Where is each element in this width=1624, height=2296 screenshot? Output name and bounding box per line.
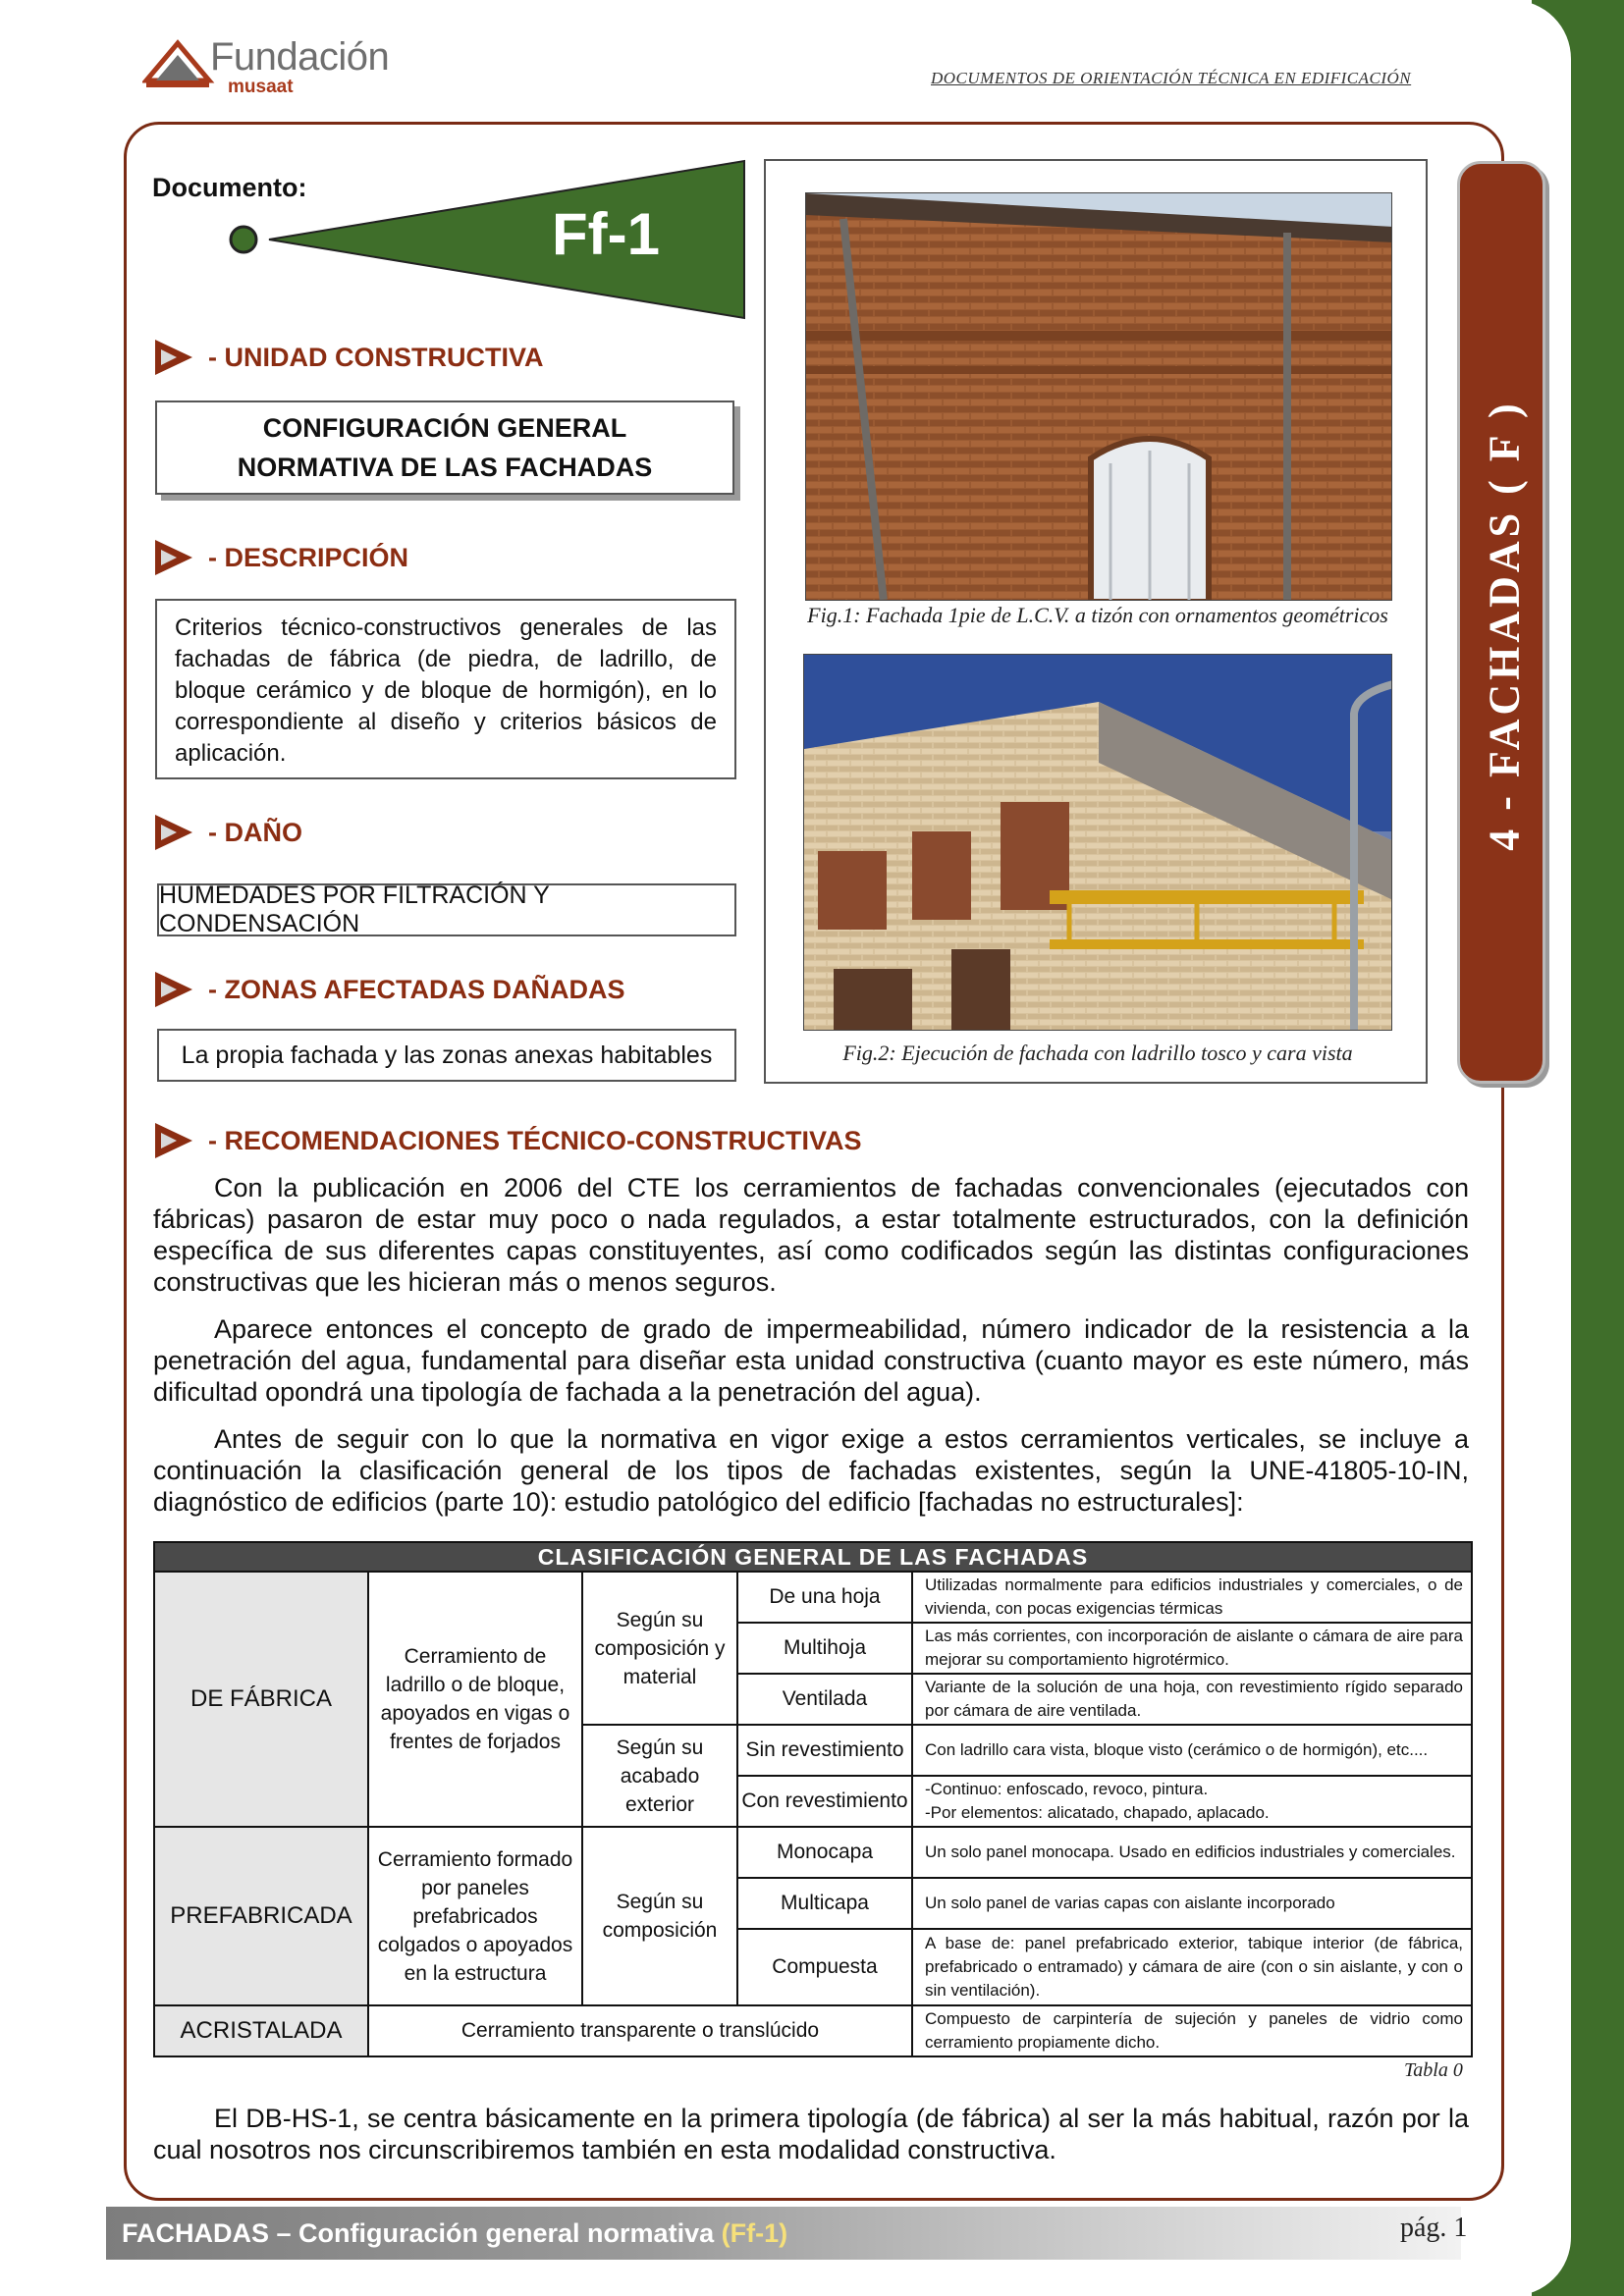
subtype-cell: Sin revestimiento [737, 1725, 912, 1776]
document-label: Documento: [152, 173, 307, 202]
prefabricada-description: Cerramiento formado por paneles prefabricados colgados o apoyados en la estructura [368, 1827, 582, 2005]
brand-sub: musaat [228, 77, 294, 97]
closing-paragraph: El DB-HS-1, se centra básicamente en la primera tipología (de fábrica) al ser la más habitual, razón por la cual nosotros nos circunscribiremos también en esta modalidad constructiva. [153, 2104, 1469, 2164]
subtype-cell: Compuesta [737, 1929, 912, 2005]
section-zonas-title: - ZONAS AFECTADAS DAÑADAS [208, 974, 625, 1004]
unidad-box [155, 400, 734, 495]
section-unidad-header [153, 338, 543, 377]
document-pennant-icon [228, 157, 748, 326]
table-label: Tabla 0 [1404, 2059, 1463, 2081]
subtype-desc: Compuesto de carpintería de sujeción y paneles de vidrio como cerramiento propiamente dicho. [912, 2005, 1472, 2056]
zonas-box: La propia fachada y las zonas anexas habitables [157, 1029, 736, 1082]
document-code: Ff-1 [552, 201, 660, 267]
figure-2-caption: Fig.2: Ejecución de fachada con ladrillo tosco y cara vista [842, 1041, 1353, 1065]
figure-panel [764, 159, 1428, 1084]
subtype-cell: Multihoja [737, 1623, 912, 1674]
brand-main: Fundación [210, 35, 390, 79]
type-fabrica: DE FÁBRICA [154, 1572, 368, 1827]
paragraph-3: Antes de seguir con lo que la normativa en vigor exige a estos cerramientos verticales, se incluye a continuación la clasificación general de los tipos de fachadas existentes, según la UNE-41805-10-IN, diagnóstico de edificios (parte 10): estudio patológico del edificio [fachadas no estructurales]: [153, 1424, 1469, 1517]
table-row [154, 1572, 1472, 1623]
doc-series-title: DOCUMENTOS DE ORIENTACIÓN TÉCNICA EN EDIFICACIÓN [931, 69, 1412, 87]
fabrica-group-acabado: Según su acabado exterior [582, 1725, 737, 1827]
subtype-cell: De una hoja [737, 1572, 912, 1623]
section-zonas-header [153, 970, 625, 1009]
descripcion-box: Criterios técnico-constructivos generales de las fachadas de fábrica (de piedra, de ladrillo, de bloque cerámico y de bloque de hormigón), en lo correspondiente al diseño y criterios básicos de aplicación. [155, 599, 736, 779]
section-unidad-title: - UNIDAD CONSTRUCTIVA [208, 342, 544, 372]
subtype-cell: Con revestimiento [737, 1776, 912, 1827]
table-row [154, 2005, 1472, 2056]
subtype-desc: Utilizadas normalmente para edificios industriales y comerciales, o de vivienda, con pocas exigencias térmicas [912, 1572, 1472, 1623]
subtype-desc: Con ladrillo cara vista, bloque visto (cerámico o de hormigón), etc.... [912, 1725, 1472, 1776]
table-title: CLASIFICACIÓN GENERAL DE LAS FACHADAS [154, 1542, 1472, 1572]
dano-box: HUMEDADES POR FILTRACIÓN Y CONDENSACIÓN [157, 883, 736, 936]
footer-text: FACHADAS – Configuración general normativa [122, 2218, 722, 2248]
subtype-desc [912, 1776, 1472, 1827]
section-arrow-icon [153, 970, 204, 1009]
subtype-desc: Las más corrientes, con incorporación de aislante o cámara de aire para mejorar su comportamiento higrotérmico. [912, 1623, 1472, 1674]
classification-table [153, 1541, 1473, 2057]
table-row [154, 1827, 1472, 1878]
prefabricada-group: Según su composición [582, 1827, 737, 2005]
subtype-desc: Variante de la solución de una hoja, con revestimiento rígido separado por cámara de aire ventilada. [912, 1674, 1472, 1725]
section-arrow-icon [153, 538, 204, 577]
side-tab-label: 4 - FACHADAS ( F ) [1480, 400, 1529, 851]
subtype-desc: A base de: panel prefabricado exterior, tabique interior (de fábrica, prefabricado o entramado) y cámara de aire (con o sin aislante, y con o sin ventilación). [912, 1929, 1472, 2005]
footer-code: (Ff-1) [721, 2218, 788, 2248]
section-recomendaciones-title: - RECOMENDACIONES TÉCNICO-CONSTRUCTIVAS [208, 1125, 862, 1155]
section-arrow-icon [153, 1121, 204, 1160]
figure-1-photo [805, 192, 1392, 601]
subtype-cell: Multicapa [737, 1878, 912, 1929]
paragraph-2: Aparece entonces el concepto de grado de impermeabilidad, número indicador de la resistencia a la penetración del agua, fundamental para diseñar esta unidad constructiva (cuanto mayor es este número, más dificultad opondrá una tipología de fachada a la penetración del agua). [153, 1314, 1469, 1407]
section-arrow-icon [153, 813, 204, 852]
subtype-cell: Monocapa [737, 1827, 912, 1878]
fabrica-description: Cerramiento de ladrillo o de bloque, apoyados en vigas o frentes de forjados [368, 1572, 582, 1827]
paragraph-1: Con la publicación en 2006 del CTE los cerramientos de fachadas convencionales (ejecutados con fábricas) pasaron de estar muy poco o nada regulados, a estar totalmente estructurados, con la definición específica de sus diferentes capas constituyentes, así como codificados según las distintas configuraciones constructivas que les hicieran más o menos seguros. [153, 1173, 1469, 1297]
side-tab-fachadas [1457, 161, 1545, 1084]
section-descripcion-header [153, 538, 408, 577]
section-arrow-icon [153, 338, 204, 377]
subtype-desc: Un solo panel monocapa. Usado en edificios industriales y comerciales. [912, 1827, 1472, 1878]
type-acristalada: ACRISTALADA [154, 2005, 368, 2056]
fabrica-group-composicion: Según su composición y material [582, 1572, 737, 1725]
section-dano-title: - DAÑO [208, 817, 302, 847]
footer-title [122, 2218, 787, 2249]
page-number: pág. 1 [1400, 2213, 1468, 2243]
subtype-cell: Ventilada [737, 1674, 912, 1725]
subtype-desc-line: -Continuo: enfoscado, revoco, pintura. [925, 1780, 1209, 1798]
unidad-line-2: NORMATIVA DE LAS FACHADAS [237, 453, 653, 482]
subtype-desc: Un solo panel de varias capas con aislante incorporado [912, 1878, 1472, 1929]
figure-2-photo [803, 654, 1392, 1031]
section-dano-header [153, 813, 302, 852]
section-recomendaciones-header [153, 1121, 862, 1160]
subtype-desc-line: -Por elementos: alicatado, chapado, aplacado. [925, 1803, 1270, 1822]
section-descripcion-title: - DESCRIPCIÓN [208, 542, 409, 572]
unidad-line-1: CONFIGURACIÓN GENERAL [262, 413, 627, 443]
figure-1-caption: Fig.1: Fachada 1pie de L.C.V. a tizón con ornamentos geométricos [807, 603, 1388, 627]
type-prefabricada: PREFABRICADA [154, 1827, 368, 2005]
acristalada-description: Cerramiento transparente o translúcido [368, 2005, 912, 2056]
